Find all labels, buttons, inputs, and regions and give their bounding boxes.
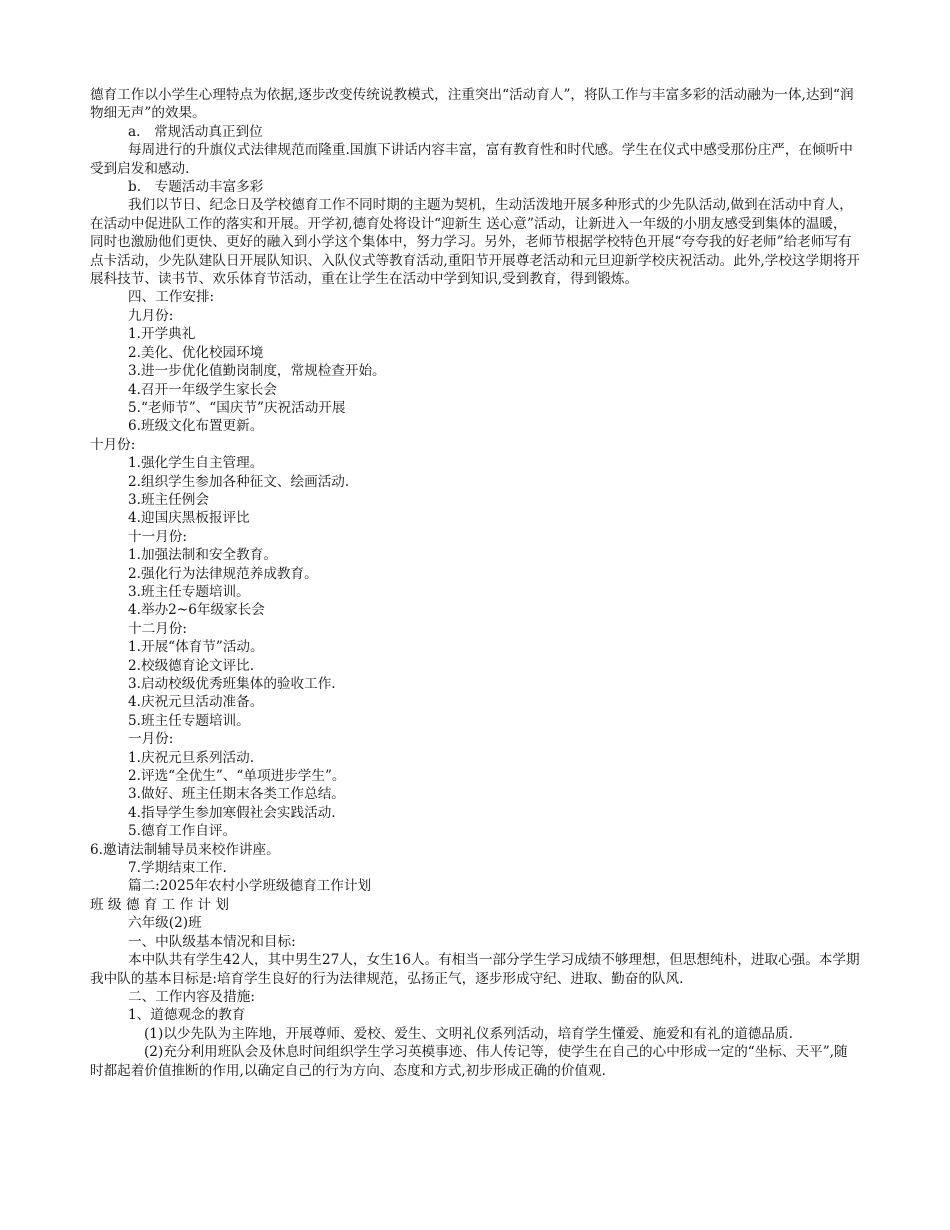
paragraph: 7.学期结束工作. — [128, 860, 227, 877]
paragraph: 4.举办2~6年级家长会 — [128, 602, 265, 619]
paragraph: 一月份: — [128, 731, 174, 748]
paragraph: 德育工作以小学生心理特点为依据,逐步改变传统说教模式，注重突出“活动育人”，将队工作与丰富多彩的活动融为一体,达到“润物细无声”的效果。 — [90, 87, 854, 122]
paragraph: 2.美化、优化校园环境 — [128, 344, 264, 361]
paragraph: 5.德育工作自评。 — [128, 823, 237, 840]
paragraph: 本中队共有学生42人，其中男生27人，女生16人。有相当一部分学生学习成绩不够理想，但思想纯朴，进取心强。本学期我中队的基本目标是:培育学生良好的行为法律规范，弘扬正气，逐步形成守纪、进取、勤奋的队风. — [90, 952, 860, 987]
paragraph: 十月份: — [90, 436, 136, 453]
paragraph: 3.进一步优化值勤岗制度，常规检查开始。 — [128, 363, 386, 380]
paragraph: 1.开展“体育节”活动。 — [128, 639, 264, 656]
paragraph: 1.加强法制和安全教育。 — [128, 547, 277, 564]
paragraph: 4.指导学生参加寒假社会实践活动. — [128, 804, 336, 821]
paragraph: 2.强化行为法律规范养成教育。 — [128, 565, 318, 582]
paragraph: 3.启动校级优秀班集体的验收工作. — [128, 676, 336, 692]
paragraph: 6.邀请法制辅导员来校作讲座。 — [90, 841, 280, 858]
paragraph: 3.班主任例会 — [128, 491, 209, 508]
paragraph: 四、工作安排: — [128, 289, 215, 306]
paragraph: 4.庆祝元旦活动准备。 — [128, 694, 264, 711]
paragraph: 十二月份: — [128, 620, 187, 637]
paragraph: 班 级 德 育 工 作 计 划 — [90, 896, 229, 913]
paragraph: 3.做好、班主任期末各类工作总结。 — [128, 786, 345, 803]
paragraph: 2.组织学生参加各种征文、绘画活动. — [128, 473, 350, 490]
paragraph: 2.校级德育论文评比. — [128, 657, 255, 674]
paragraph: 5.“老师节”、“国庆节”庆祝活动开展 — [128, 399, 346, 416]
paragraph: a. 常规活动真正到位 — [128, 123, 263, 140]
paragraph: 每周进行的升旗仪式法律规范而隆重.国旗下讲话内容丰富，富有教育性和时代感。学生在仪式中感受那份庄严，在倾听中受到启发和感动. — [90, 142, 853, 177]
paragraph: (1)以少先队为主阵地，开展尊师、爱校、爱生、文明礼仪系列活动，培育学生懂爱、施爱和有礼的道德品质. — [144, 1025, 793, 1042]
paragraph: b. 专题活动丰富多彩 — [128, 179, 264, 196]
paragraph: 二、工作内容及措施: — [128, 988, 255, 1005]
paragraph: 一、中队级基本情况和目标: — [128, 933, 296, 950]
paragraph: 1.强化学生自主管理。 — [128, 455, 264, 472]
paragraph: 4.召开一年级学生家长会 — [128, 381, 277, 398]
paragraph: 4.迎国庆黑板报评比 — [128, 510, 250, 527]
paragraph: 2.评选“全优生”、“单项进步学生”。 — [128, 768, 346, 785]
paragraph: 1.庆祝元旦系列活动. — [128, 749, 255, 766]
paragraph: 1、道德观念的教育 — [128, 1007, 246, 1024]
paragraph: 十一月份: — [128, 528, 187, 545]
paragraph: (2)充分利用班队会及休息时间组织学生学习英模事迹、伟人传记等，使学生在自己的心中形成一定的“坐标、天平”,随时都起着价值推断的作用,以确定自己的行为方向、态度和方式,初步形成正确的价值观. — [90, 1044, 848, 1079]
paragraph: 我们以节日、纪念日及学校德育工作不同时期的主题为契机，生动活泼地开展多种形式的少先队活动,做到在活动中育人，在活动中促进队工作的落实和开展。开学初,德育处将设计“迎新生 送心意”活动，让新进入一年级的小朋友感受到集体的温暖，同时也激励他们更快、更好的融入到小学这个集体中，努力学习。另外，老师节根据学校特色开展“夸夸我的好老师”给老师写有点卡活动，少先队建队日开展队知识、入队仪式等教育活动,重阳节开展尊老活动和元旦迎新学校庆祝活动。此外,学校这学期将开展科技节、读书节、欢乐体育节活动，重在让学生在活动中学到知识,受到教育，得到锻炼。 — [90, 197, 860, 288]
paragraph: 九月份: — [128, 307, 174, 324]
paragraph: 5.班主任专题培训。 — [128, 712, 250, 729]
paragraph: 篇二:2025年农村小学班级德育工作计划 — [128, 878, 372, 895]
paragraph: 3.班主任专题培训。 — [128, 583, 250, 600]
paragraph: 1.开学典礼 — [128, 326, 196, 343]
paragraph: 六年级(2)班 — [128, 915, 202, 932]
paragraph: 6.班级文化布置更新。 — [128, 418, 264, 435]
